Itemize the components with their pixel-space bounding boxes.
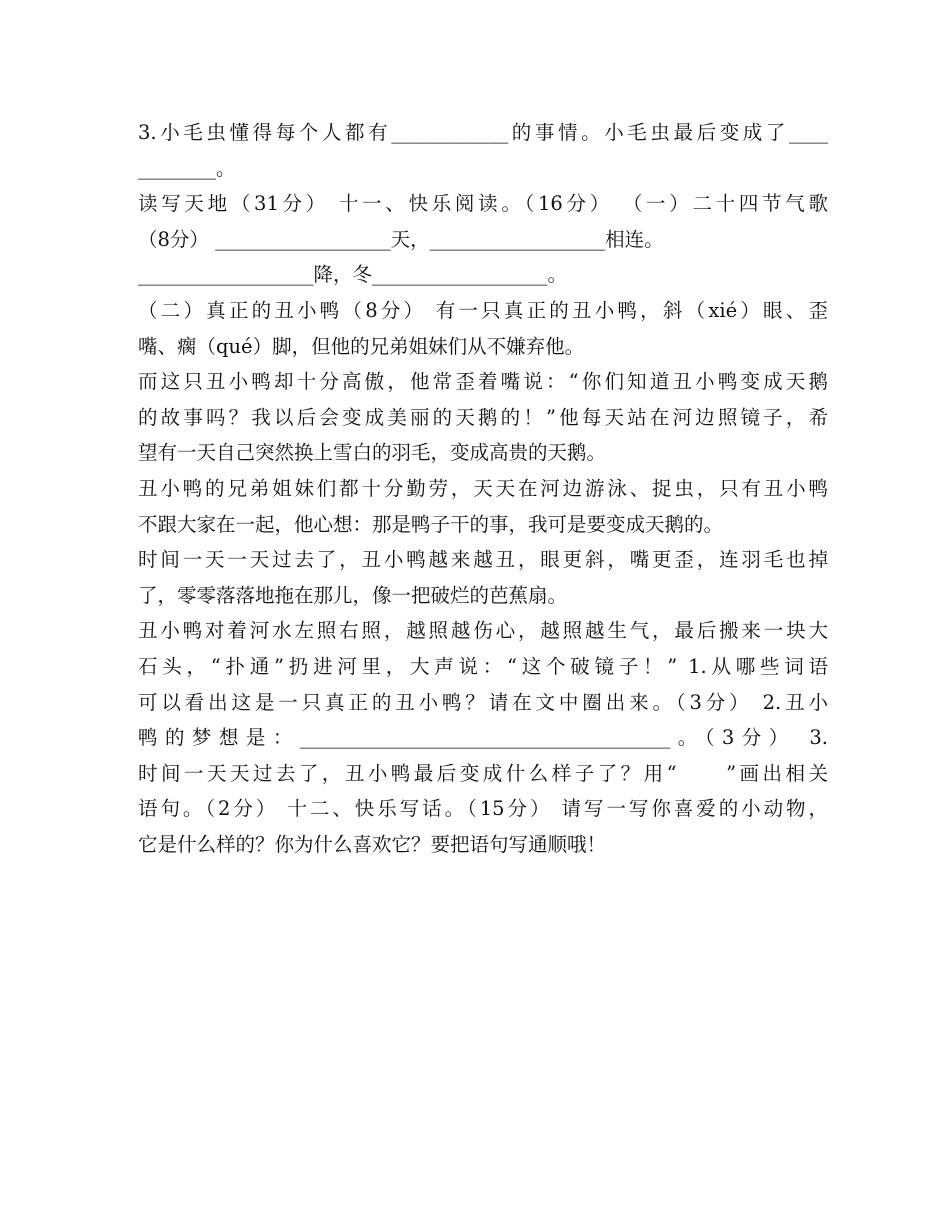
text-line: 它是什么样的？你为什么喜欢它？要把语句写通顺哦！ — [138, 832, 607, 856]
text-line: 丑小鸭的兄弟姐妹们都十分勤劳，天天在河边游泳、捉虫，只有丑小鸭 — [138, 476, 828, 500]
text-line: 3.小毛虫懂得每个人都有____________的事情。小毛虫最后变成了____ — [138, 121, 828, 144]
text-line: 石头，“扑通”扔进河里，大声说：“这个破镜子！” 1.从哪些词语 — [138, 654, 828, 678]
text-line: 语句。（2分） 十二、快乐写话。（15分） 请写一写你喜爱的小动物， — [138, 797, 828, 821]
text-line: 的故事吗？我以后会变成美丽的天鹅的！”他每天站在河边照镜子，希 — [138, 405, 828, 429]
text-line: 而这只丑小鸭却十分高傲，他常歪着嘴说：“你们知道丑小鸭变成天鹅 — [138, 370, 828, 394]
text-line: （8分） __________________天，__________________相连。 — [138, 227, 664, 251]
text-line: 读写天地（31分） 十一、快乐阅读。（16分） （一）二十四节气歌 — [138, 192, 828, 216]
text-line: 时间一天天过去了，丑小鸭最后变成什么样子了？用“ ”画出相关 — [138, 761, 828, 785]
text-line: 时间一天一天过去了，丑小鸭越来越丑，眼更斜，嘴更歪，连羽毛也掉 — [138, 548, 828, 572]
text-line: 望有一天自己突然换上雪白的羽毛，变成高贵的天鹅。 — [138, 441, 607, 465]
exam-text-block — [138, 115, 828, 862]
text-line: __________________降，冬__________________。 — [138, 263, 568, 287]
text-line: 鸭的梦想是：______________________________________。（3分） 3. — [138, 726, 828, 750]
text-line: （二）真正的丑小鸭（8分） 有一只真正的丑小鸭，斜（xié）眼、歪 — [138, 298, 828, 322]
text-line: 嘴、瘸（qué）脚，但他的兄弟姐妹们从不嫌弃他。 — [138, 334, 585, 358]
text-line: 不跟大家在一起，他心想：那是鸭子干的事，我可是要变成天鹅的。 — [138, 512, 724, 536]
text-line: 可以看出这是一只真正的丑小鸭？请在文中圈出来。（3分） 2.丑小 — [138, 690, 828, 714]
text-line: 了，零零落落地拖在那儿，像一把破烂的芭蕉扇。 — [138, 583, 568, 607]
text-line: ________。 — [138, 156, 236, 180]
text-line: 丑小鸭对着河水左照右照，越照越伤心，越照越生气，最后搬来一块大 — [138, 619, 828, 643]
